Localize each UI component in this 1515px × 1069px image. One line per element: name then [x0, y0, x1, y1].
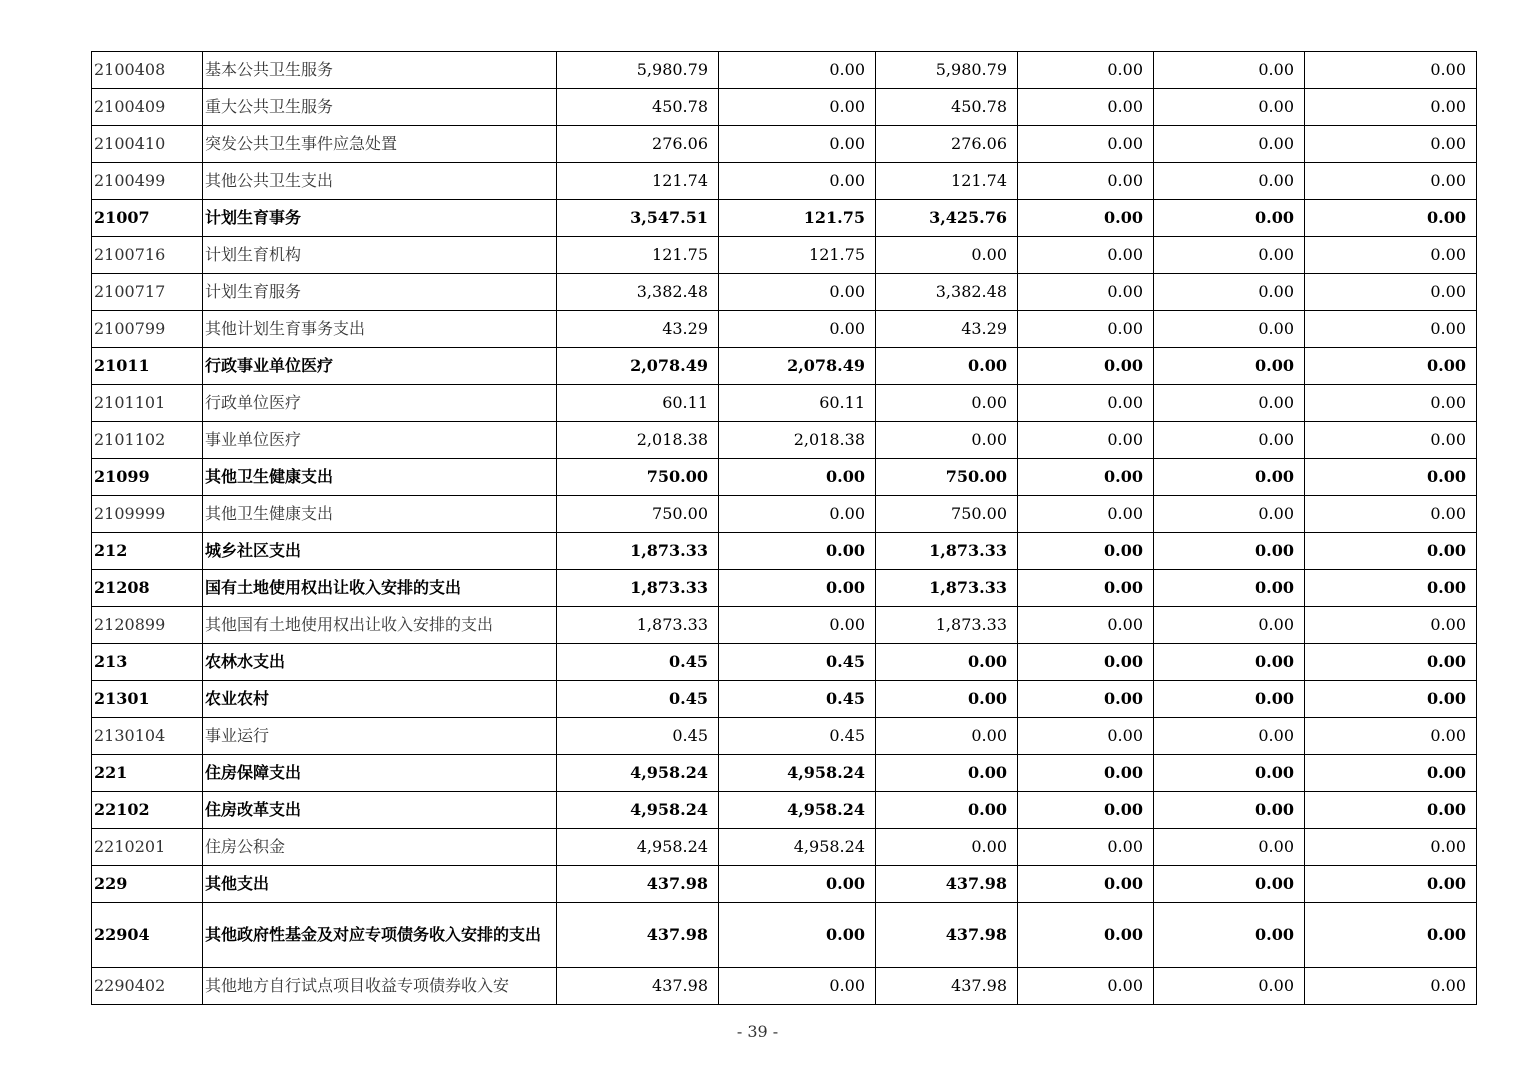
value-col5: 0.00 — [1154, 422, 1305, 459]
item-name: 计划生育机构 — [203, 237, 557, 274]
table-row — [92, 200, 1477, 237]
value-col6: 0.00 — [1305, 792, 1477, 829]
item-name: 住房改革支出 — [203, 792, 557, 829]
value-col4: 0.00 — [1018, 533, 1154, 570]
value-total: 43.29 — [557, 311, 719, 348]
value-col4: 0.00 — [1018, 348, 1154, 385]
item-code: 2100717 — [92, 274, 203, 311]
value-col6: 0.00 — [1305, 348, 1477, 385]
item-code: 2100716 — [92, 237, 203, 274]
item-code: 21208 — [92, 570, 203, 607]
item-code: 2120899 — [92, 607, 203, 644]
item-name: 国有土地使用权出让收入安排的支出 — [203, 570, 557, 607]
table-row — [92, 422, 1477, 459]
value-total: 750.00 — [557, 459, 719, 496]
value-col5: 0.00 — [1154, 792, 1305, 829]
value-basic: 4,958.24 — [719, 829, 876, 866]
value-col4: 0.00 — [1018, 718, 1154, 755]
budget-table — [91, 51, 1477, 1005]
item-name: 其他支出 — [203, 866, 557, 903]
value-basic: 0.00 — [719, 52, 876, 89]
item-name: 其他地方自行试点项目收益专项债券收入安 — [203, 968, 557, 1005]
value-col6: 0.00 — [1305, 570, 1477, 607]
value-project: 0.00 — [876, 385, 1018, 422]
value-col6: 0.00 — [1305, 385, 1477, 422]
value-project: 3,382.48 — [876, 274, 1018, 311]
value-col6: 0.00 — [1305, 607, 1477, 644]
value-col4: 0.00 — [1018, 968, 1154, 1005]
item-code: 21301 — [92, 681, 203, 718]
item-code: 213 — [92, 644, 203, 681]
item-name: 行政事业单位医疗 — [203, 348, 557, 385]
item-code: 2100409 — [92, 89, 203, 126]
value-project: 0.00 — [876, 681, 1018, 718]
item-code: 2101101 — [92, 385, 203, 422]
value-total: 5,980.79 — [557, 52, 719, 89]
item-name: 其他公共卫生支出 — [203, 163, 557, 200]
value-basic: 0.00 — [719, 533, 876, 570]
value-col6: 0.00 — [1305, 496, 1477, 533]
value-col5: 0.00 — [1154, 866, 1305, 903]
value-total: 0.45 — [557, 644, 719, 681]
value-col6: 0.00 — [1305, 311, 1477, 348]
value-col4: 0.00 — [1018, 607, 1154, 644]
value-col6: 0.00 — [1305, 866, 1477, 903]
value-basic: 0.00 — [719, 311, 876, 348]
value-project: 0.00 — [876, 237, 1018, 274]
table-row — [92, 163, 1477, 200]
value-col6: 0.00 — [1305, 459, 1477, 496]
value-total: 4,958.24 — [557, 755, 719, 792]
value-col5: 0.00 — [1154, 274, 1305, 311]
value-col6: 0.00 — [1305, 163, 1477, 200]
value-basic: 0.45 — [719, 681, 876, 718]
value-col4: 0.00 — [1018, 385, 1154, 422]
table-row — [92, 829, 1477, 866]
table-row — [92, 792, 1477, 829]
value-col5: 0.00 — [1154, 459, 1305, 496]
value-project: 0.00 — [876, 718, 1018, 755]
item-name: 突发公共卫生事件应急处置 — [203, 126, 557, 163]
table-row — [92, 755, 1477, 792]
item-name: 其他卫生健康支出 — [203, 459, 557, 496]
value-project: 5,980.79 — [876, 52, 1018, 89]
value-col5: 0.00 — [1154, 237, 1305, 274]
value-col4: 0.00 — [1018, 681, 1154, 718]
value-col6: 0.00 — [1305, 718, 1477, 755]
value-project: 1,873.33 — [876, 607, 1018, 644]
table-row — [92, 311, 1477, 348]
value-col4: 0.00 — [1018, 274, 1154, 311]
value-col5: 0.00 — [1154, 385, 1305, 422]
value-col6: 0.00 — [1305, 200, 1477, 237]
value-col6: 0.00 — [1305, 89, 1477, 126]
table-row — [92, 385, 1477, 422]
page-number: - 39 - — [736, 1022, 779, 1041]
value-total: 0.45 — [557, 718, 719, 755]
item-code: 2109999 — [92, 496, 203, 533]
item-name: 事业单位医疗 — [203, 422, 557, 459]
value-col5: 0.00 — [1154, 348, 1305, 385]
item-code: 2100410 — [92, 126, 203, 163]
table-row — [92, 274, 1477, 311]
item-code: 2130104 — [92, 718, 203, 755]
item-name: 行政单位医疗 — [203, 385, 557, 422]
value-total: 60.11 — [557, 385, 719, 422]
item-code: 221 — [92, 755, 203, 792]
table-row — [92, 644, 1477, 681]
table-row — [92, 52, 1477, 89]
value-col6: 0.00 — [1305, 126, 1477, 163]
value-basic: 121.75 — [719, 237, 876, 274]
item-name: 其他卫生健康支出 — [203, 496, 557, 533]
item-code: 2290402 — [92, 968, 203, 1005]
value-basic: 4,958.24 — [719, 755, 876, 792]
value-basic: 0.00 — [719, 459, 876, 496]
value-project: 750.00 — [876, 459, 1018, 496]
table-body — [92, 52, 1477, 1005]
value-col5: 0.00 — [1154, 126, 1305, 163]
value-project: 1,873.33 — [876, 533, 1018, 570]
value-col5: 0.00 — [1154, 311, 1305, 348]
value-project: 3,425.76 — [876, 200, 1018, 237]
value-total: 0.45 — [557, 681, 719, 718]
value-total: 121.74 — [557, 163, 719, 200]
value-project: 43.29 — [876, 311, 1018, 348]
value-col5: 0.00 — [1154, 718, 1305, 755]
value-project: 0.00 — [876, 348, 1018, 385]
table-row — [92, 968, 1477, 1005]
item-code: 212 — [92, 533, 203, 570]
value-col6: 0.00 — [1305, 533, 1477, 570]
value-col5: 0.00 — [1154, 52, 1305, 89]
value-col5: 0.00 — [1154, 968, 1305, 1005]
value-basic: 0.45 — [719, 644, 876, 681]
value-col5: 0.00 — [1154, 163, 1305, 200]
value-col5: 0.00 — [1154, 903, 1305, 968]
value-project: 0.00 — [876, 644, 1018, 681]
value-col4: 0.00 — [1018, 200, 1154, 237]
table-row — [92, 126, 1477, 163]
value-project: 437.98 — [876, 968, 1018, 1005]
value-total: 437.98 — [557, 903, 719, 968]
value-basic: 0.45 — [719, 718, 876, 755]
item-code: 2101102 — [92, 422, 203, 459]
table-row — [92, 459, 1477, 496]
value-col4: 0.00 — [1018, 237, 1154, 274]
item-name: 其他政府性基金及对应专项债务收入安排的支出 — [203, 903, 557, 968]
table-row — [92, 89, 1477, 126]
value-basic: 0.00 — [719, 163, 876, 200]
value-basic: 60.11 — [719, 385, 876, 422]
item-name: 计划生育服务 — [203, 274, 557, 311]
value-project: 450.78 — [876, 89, 1018, 126]
value-total: 750.00 — [557, 496, 719, 533]
item-name: 农林水支出 — [203, 644, 557, 681]
value-project: 437.98 — [876, 866, 1018, 903]
value-col5: 0.00 — [1154, 644, 1305, 681]
value-basic: 4,958.24 — [719, 792, 876, 829]
item-name: 住房保障支出 — [203, 755, 557, 792]
table-row — [92, 533, 1477, 570]
item-code: 2210201 — [92, 829, 203, 866]
value-total: 437.98 — [557, 968, 719, 1005]
value-project: 1,873.33 — [876, 570, 1018, 607]
value-total: 1,873.33 — [557, 607, 719, 644]
table-row — [92, 348, 1477, 385]
value-basic: 0.00 — [719, 126, 876, 163]
value-total: 276.06 — [557, 126, 719, 163]
value-total: 3,382.48 — [557, 274, 719, 311]
value-total: 121.75 — [557, 237, 719, 274]
value-project: 0.00 — [876, 755, 1018, 792]
item-name: 重大公共卫生服务 — [203, 89, 557, 126]
item-name: 基本公共卫生服务 — [203, 52, 557, 89]
table-row — [92, 607, 1477, 644]
value-col4: 0.00 — [1018, 903, 1154, 968]
value-total: 3,547.51 — [557, 200, 719, 237]
table-row — [92, 718, 1477, 755]
value-basic: 0.00 — [719, 496, 876, 533]
value-col5: 0.00 — [1154, 829, 1305, 866]
table-row — [92, 866, 1477, 903]
item-code: 21099 — [92, 459, 203, 496]
item-name: 农业农村 — [203, 681, 557, 718]
value-total: 2,078.49 — [557, 348, 719, 385]
value-col6: 0.00 — [1305, 755, 1477, 792]
table-row — [92, 496, 1477, 533]
item-code: 2100799 — [92, 311, 203, 348]
value-basic: 0.00 — [719, 89, 876, 126]
table-row — [92, 681, 1477, 718]
value-col4: 0.00 — [1018, 311, 1154, 348]
value-col5: 0.00 — [1154, 681, 1305, 718]
value-project: 276.06 — [876, 126, 1018, 163]
value-col4: 0.00 — [1018, 89, 1154, 126]
value-col4: 0.00 — [1018, 496, 1154, 533]
value-basic: 0.00 — [719, 607, 876, 644]
item-name: 计划生育事务 — [203, 200, 557, 237]
value-col4: 0.00 — [1018, 459, 1154, 496]
value-basic: 2,078.49 — [719, 348, 876, 385]
value-col5: 0.00 — [1154, 89, 1305, 126]
item-name: 事业运行 — [203, 718, 557, 755]
value-col6: 0.00 — [1305, 274, 1477, 311]
value-basic: 121.75 — [719, 200, 876, 237]
value-basic: 0.00 — [719, 570, 876, 607]
value-total: 2,018.38 — [557, 422, 719, 459]
value-col5: 0.00 — [1154, 200, 1305, 237]
value-col5: 0.00 — [1154, 607, 1305, 644]
table-row — [92, 237, 1477, 274]
item-name: 住房公积金 — [203, 829, 557, 866]
value-basic: 0.00 — [719, 866, 876, 903]
item-code: 2100408 — [92, 52, 203, 89]
value-col6: 0.00 — [1305, 237, 1477, 274]
value-basic: 2,018.38 — [719, 422, 876, 459]
value-total: 450.78 — [557, 89, 719, 126]
value-col5: 0.00 — [1154, 755, 1305, 792]
item-code: 229 — [92, 866, 203, 903]
value-col6: 0.00 — [1305, 829, 1477, 866]
value-col4: 0.00 — [1018, 163, 1154, 200]
value-total: 1,873.33 — [557, 570, 719, 607]
table-row — [92, 570, 1477, 607]
value-col4: 0.00 — [1018, 792, 1154, 829]
item-code: 21011 — [92, 348, 203, 385]
value-basic: 0.00 — [719, 274, 876, 311]
value-col5: 0.00 — [1154, 496, 1305, 533]
value-basic: 0.00 — [719, 968, 876, 1005]
value-col4: 0.00 — [1018, 52, 1154, 89]
item-name: 其他计划生育事务支出 — [203, 311, 557, 348]
value-project: 0.00 — [876, 829, 1018, 866]
value-col4: 0.00 — [1018, 866, 1154, 903]
value-col5: 0.00 — [1154, 533, 1305, 570]
item-code: 21007 — [92, 200, 203, 237]
value-col6: 0.00 — [1305, 968, 1477, 1005]
table-row — [92, 903, 1477, 968]
value-col4: 0.00 — [1018, 422, 1154, 459]
value-project: 437.98 — [876, 903, 1018, 968]
value-project: 0.00 — [876, 792, 1018, 829]
value-col4: 0.00 — [1018, 126, 1154, 163]
value-project: 121.74 — [876, 163, 1018, 200]
item-code: 2100499 — [92, 163, 203, 200]
value-col6: 0.00 — [1305, 903, 1477, 968]
value-total: 4,958.24 — [557, 829, 719, 866]
value-total: 4,958.24 — [557, 792, 719, 829]
item-name: 城乡社区支出 — [203, 533, 557, 570]
value-col6: 0.00 — [1305, 681, 1477, 718]
value-project: 750.00 — [876, 496, 1018, 533]
value-col4: 0.00 — [1018, 644, 1154, 681]
item-code: 22904 — [92, 903, 203, 968]
value-col5: 0.00 — [1154, 570, 1305, 607]
value-col6: 0.00 — [1305, 644, 1477, 681]
item-name: 其他国有土地使用权出让收入安排的支出 — [203, 607, 557, 644]
item-code: 22102 — [92, 792, 203, 829]
value-col4: 0.00 — [1018, 829, 1154, 866]
value-total: 437.98 — [557, 866, 719, 903]
value-total: 1,873.33 — [557, 533, 719, 570]
value-col6: 0.00 — [1305, 422, 1477, 459]
value-col4: 0.00 — [1018, 570, 1154, 607]
value-col6: 0.00 — [1305, 52, 1477, 89]
value-project: 0.00 — [876, 422, 1018, 459]
value-col4: 0.00 — [1018, 755, 1154, 792]
value-basic: 0.00 — [719, 903, 876, 968]
